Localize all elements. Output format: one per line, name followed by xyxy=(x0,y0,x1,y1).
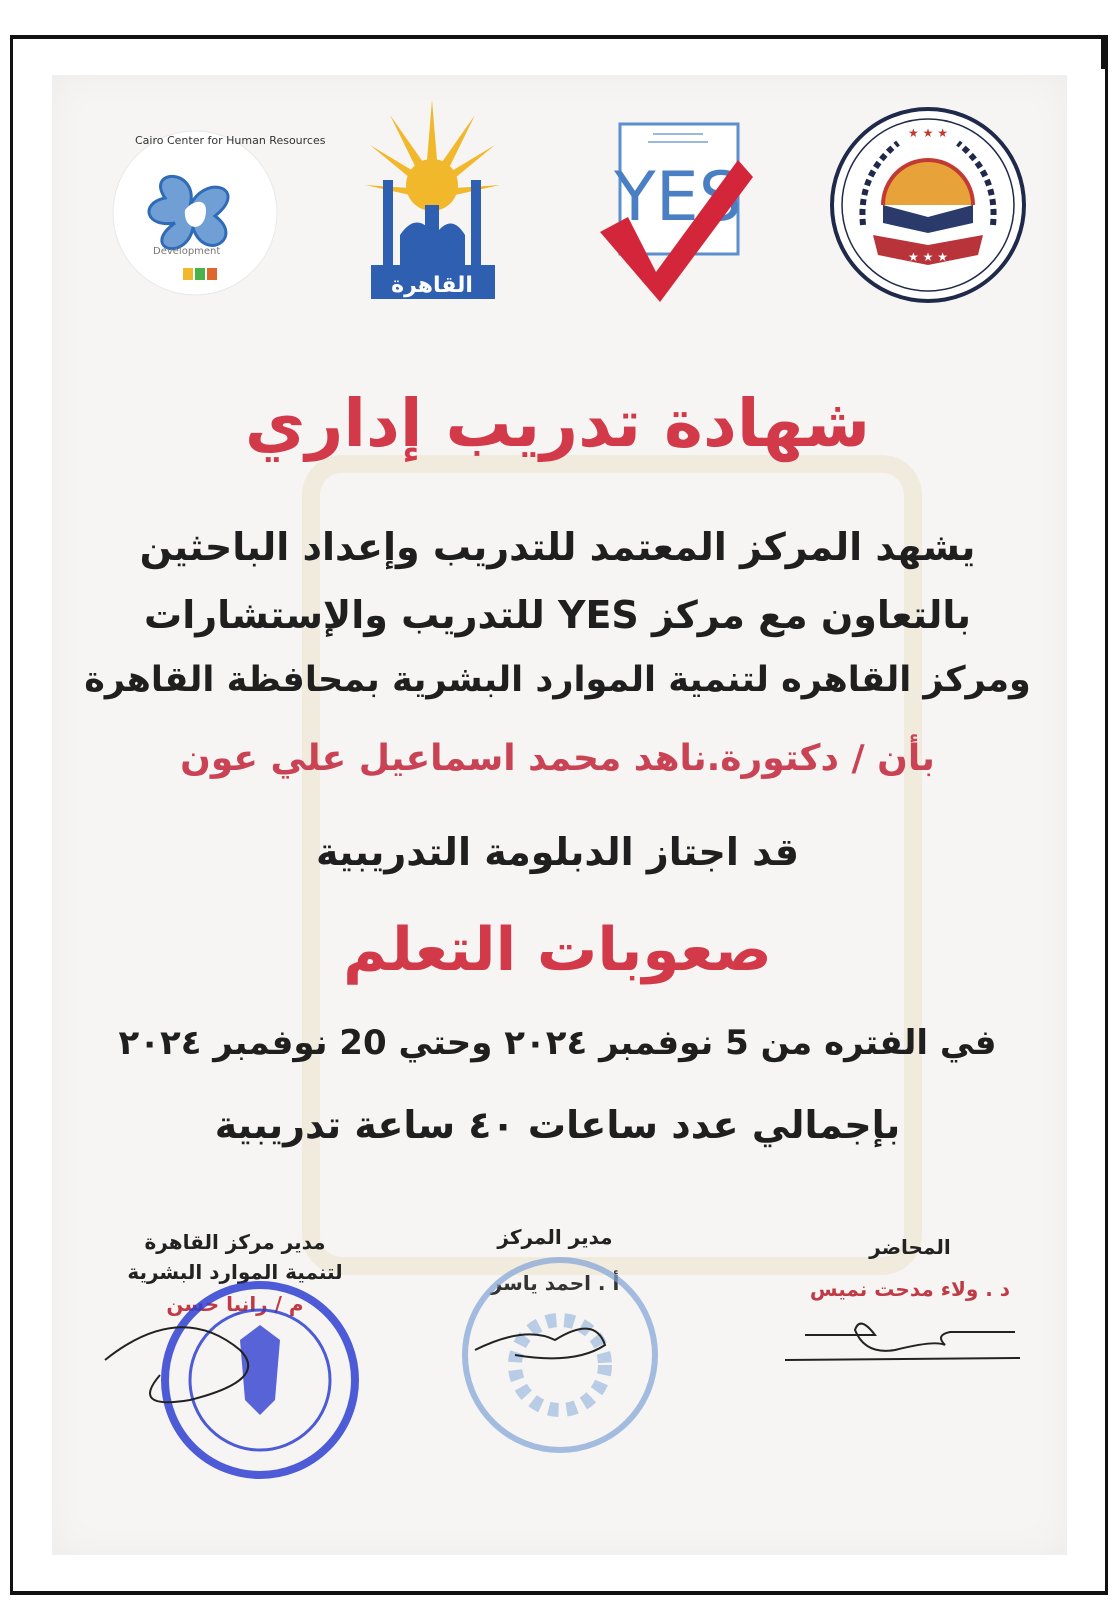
passed-statement: قد اجتاز الدبلومة التدريبية xyxy=(316,830,799,874)
light-blue-seal-stamp-middle xyxy=(455,1255,665,1455)
training-hours: بإجمالي عدد ساعات ٤٠ ساعة تدريبية xyxy=(214,1103,901,1147)
cairo-center-logo-text2: Development xyxy=(153,246,221,257)
course-name: صعوبات التعلم xyxy=(343,915,772,985)
signature-middle-title: مدير المركز xyxy=(497,1225,613,1249)
cairo-governorate-logo-text: القاهرة xyxy=(391,273,473,298)
yes-logo-text: YES xyxy=(614,158,742,237)
cairo-governorate-logo xyxy=(365,100,500,300)
cairo-center-logo-text: Cairo Center for Human Resources xyxy=(135,134,326,147)
cairo-center-logo xyxy=(105,128,326,298)
training-period: في الفتره من 5 نوفمبر ٢٠٢٤ وحتي 20 نوفمبر ٢٠٢٤ xyxy=(118,1023,997,1063)
blue-seal-stamp-left xyxy=(100,1280,370,1480)
intro-line-2: بالتعاون مع مركز YES للتدريب والإستشارات xyxy=(144,593,971,637)
svg-text:★ ★ ★: ★ ★ ★ xyxy=(908,250,948,264)
signature-left-title-1: مدير مركز القاهرة xyxy=(144,1230,326,1254)
signature-right-title: المحاضر xyxy=(869,1235,951,1259)
intro-line-3: ومركز القاهره لتنمية الموارد البشرية بمحافظة القاهرة xyxy=(84,660,1031,700)
yes-logo xyxy=(598,122,758,307)
recipient-name: بأن / دكتورة.ناهد محمد اسماعيل علي عون xyxy=(180,738,935,779)
signature-right-name: د . ولاء مدحت نميس xyxy=(809,1277,1011,1301)
frame-rule xyxy=(1101,39,1105,69)
signature-right xyxy=(790,1235,1030,1301)
signature-middle-name: أ . احمد ياسر xyxy=(490,1271,620,1295)
certificate-title: شهادة تدريب إداري xyxy=(244,385,871,462)
svg-text:★ ★ ★: ★ ★ ★ xyxy=(908,126,948,140)
intro-line-1: يشهد المركز المعتمد للتدريب وإعداد الباحثين xyxy=(139,525,976,569)
signature-left-name: م / رانيا حسن xyxy=(166,1292,304,1316)
signature-scribble-right xyxy=(785,1310,1035,1380)
signature-left-title-2: لتنمية الموارد البشرية xyxy=(127,1260,343,1284)
training-center-emblem xyxy=(828,105,1028,305)
